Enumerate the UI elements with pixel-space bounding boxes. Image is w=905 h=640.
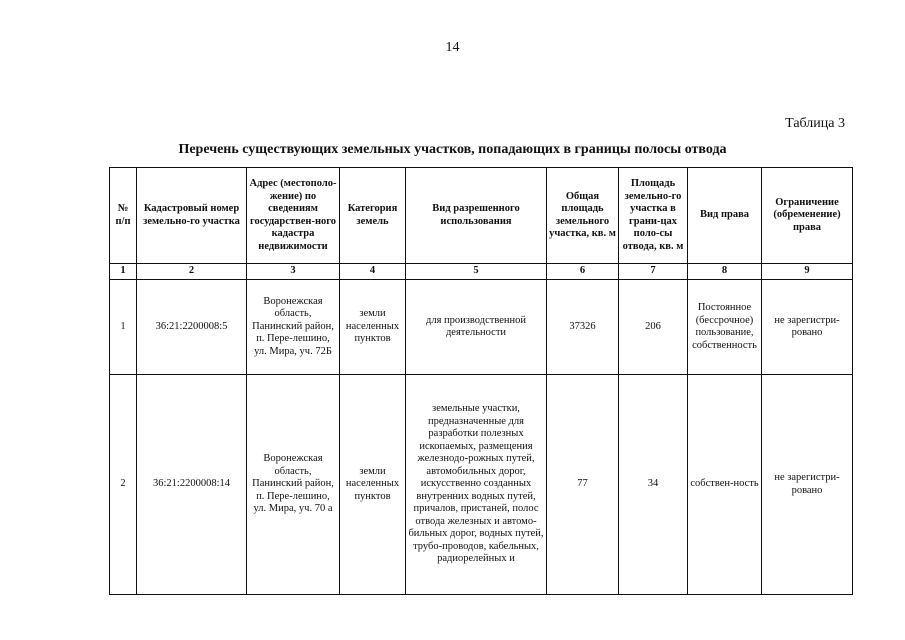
table-row [110, 280, 853, 375]
header-strip-area: Площадь земельно-го участка в грани-цах поло-сы отвода, кв. м [619, 168, 688, 264]
cell-total-area: 77 [547, 375, 619, 595]
cell-land-category: земли населенных пунктов [340, 280, 406, 375]
table-row [110, 375, 853, 595]
table-label: Таблица 3 [785, 116, 845, 131]
cell-num: 2 [110, 375, 137, 595]
header-right-type: Вид права [688, 168, 762, 264]
cell-strip-area: 206 [619, 280, 688, 375]
column-number: 2 [137, 264, 247, 280]
cell-num: 1 [110, 280, 137, 375]
column-number: 3 [247, 264, 340, 280]
cell-address: Воронежская область, Панинский район, п. Пере-лешино, ул. Мира, уч. 70 а [247, 375, 340, 595]
column-number: 1 [110, 264, 137, 280]
column-number: 8 [688, 264, 762, 280]
land-plots-table [109, 167, 853, 595]
table-title: Перечень существующих земельных участков, попадающих в границы полосы отвода [178, 142, 727, 157]
cell-total-area: 37326 [547, 280, 619, 375]
cell-restriction: не зарегистри-ровано [762, 280, 853, 375]
header-land-category: Категория земель [340, 168, 406, 264]
cell-permitted-use: земельные участки, предназначенные для разработки полезных ископаемых, размещения железнодо-рожных путей, автомобильных дорог, искусственно созданных внутренних водных путей, причалов, пристаней, полос отвода железных и автомо-бильных дорог, водных путей, трубо-проводов, кабельных, радиорелейных и [406, 375, 547, 595]
cell-restriction: не зарегистри-ровано [762, 375, 853, 595]
cell-cadastral-number: 36:21:2200008:14 [137, 375, 247, 595]
cell-strip-area: 34 [619, 375, 688, 595]
column-number-row [110, 264, 853, 280]
column-number: 6 [547, 264, 619, 280]
header-cadastral-number: Кадастровый номер земельно-го участка [137, 168, 247, 264]
table-header-row [110, 168, 853, 264]
page-number: 14 [445, 40, 460, 55]
header-total-area: Общая площадь земельного участка, кв. м [547, 168, 619, 264]
cell-address: Воронежская область, Панинский район, п. Пере-лешино, ул. Мира, уч. 72Б [247, 280, 340, 375]
cell-right-type: собствен-ность [688, 375, 762, 595]
cell-right-type: Постоянное (бессрочное) пользование, собственность [688, 280, 762, 375]
column-number: 7 [619, 264, 688, 280]
cell-cadastral-number: 36:21:2200008:5 [137, 280, 247, 375]
cell-permitted-use: для производственной деятельности [406, 280, 547, 375]
header-num: № п/п [110, 168, 137, 264]
cell-land-category: земли населенных пунктов [340, 375, 406, 595]
header-address: Адрес (местополо-жение) по сведениям государствен-ного кадастра недвижимости [247, 168, 340, 264]
column-number: 4 [340, 264, 406, 280]
column-number: 9 [762, 264, 853, 280]
header-restriction: Ограничение (обременение) права [762, 168, 853, 264]
header-permitted-use: Вид разрешенного использования [406, 168, 547, 264]
column-number: 5 [406, 264, 547, 280]
